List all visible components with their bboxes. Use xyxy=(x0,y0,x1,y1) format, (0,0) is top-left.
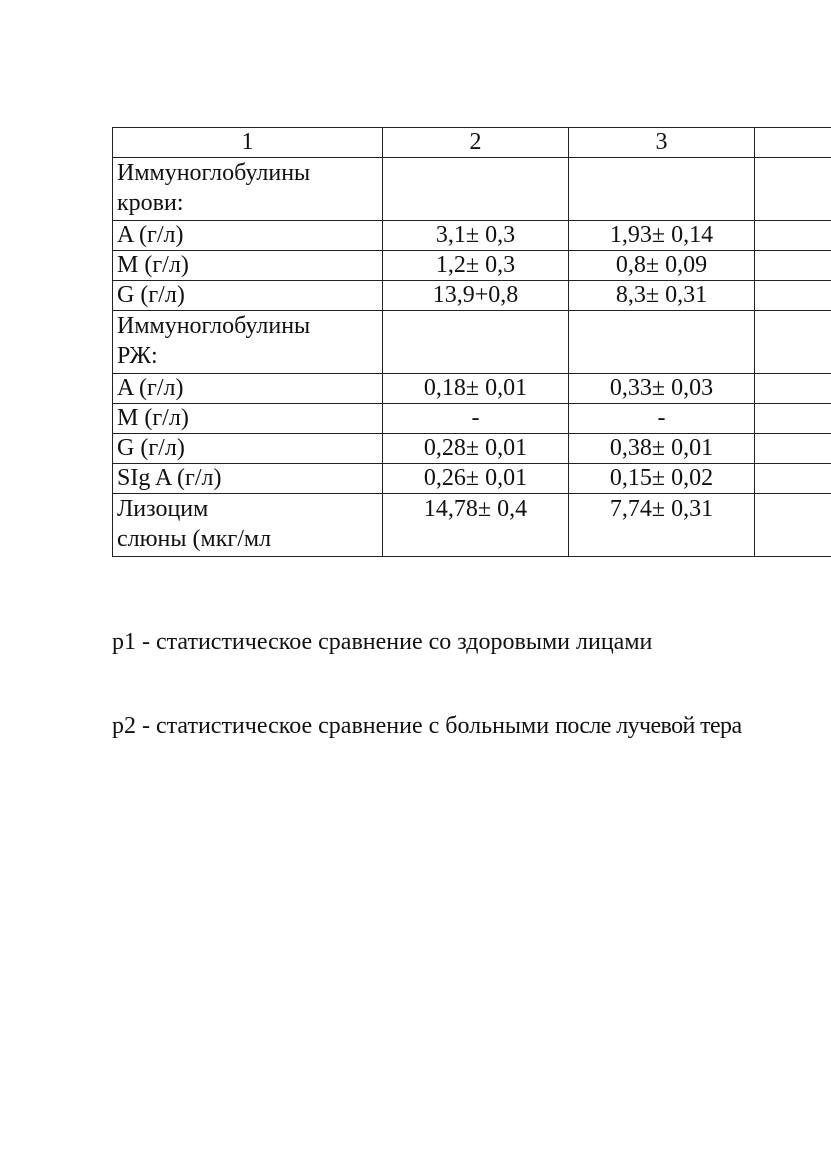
row-label-line-2: крови: xyxy=(117,190,184,216)
row-label-line-1: Лизоцим xyxy=(117,496,209,522)
table-row xyxy=(113,374,831,404)
table-row-oral-fluid-immunoglobulins xyxy=(113,311,831,374)
table-row-saliva-lysozyme xyxy=(113,494,831,557)
cell-col2: 0,26± 0,01 xyxy=(383,464,569,494)
row-label xyxy=(113,158,383,221)
immunoglobulin-table xyxy=(112,127,831,557)
cell-col3 xyxy=(569,311,755,374)
row-label-line-2: слюны (мкг/мл xyxy=(117,526,272,552)
cell-col2: - xyxy=(383,404,569,434)
row-label: A (г/л) xyxy=(113,221,383,251)
row-label: M (г/л) xyxy=(113,251,383,281)
table-row xyxy=(113,281,831,311)
cell-col2: 13,9+0,8 xyxy=(383,281,569,311)
cell-col3 xyxy=(569,158,755,221)
cell-col4 xyxy=(755,404,831,434)
footnote-p2-text: p2 - статистическое сравнение с больными xyxy=(112,713,556,739)
row-label: M (г/л) xyxy=(113,404,383,434)
cell-col3: 7,74± 0,31 xyxy=(569,494,755,557)
cell-col3: 8,3± 0,31 xyxy=(569,281,755,311)
cell-col3: 1,93± 0,14 xyxy=(569,221,755,251)
cell-col4 xyxy=(755,158,831,221)
cell-col2: 14,78± 0,4 xyxy=(383,494,569,557)
row-label: SIg A (г/л) xyxy=(113,464,383,494)
table-row xyxy=(113,221,831,251)
cell-col4 xyxy=(755,434,831,464)
cell-col4 xyxy=(755,374,831,404)
cell-col4 xyxy=(755,494,831,557)
footnote-p1: p1 - статистическое сравнение со здоровыми лицами xyxy=(112,629,653,655)
table-row xyxy=(113,404,831,434)
cell-col3: 0,8± 0,09 xyxy=(569,251,755,281)
cell-col4 xyxy=(755,281,831,311)
row-label xyxy=(113,494,383,557)
cell-col2: 3,1± 0,3 xyxy=(383,221,569,251)
cell-col2: 0,28± 0,01 xyxy=(383,434,569,464)
table-row-blood-immunoglobulins xyxy=(113,158,831,221)
column-header-4 xyxy=(755,128,831,158)
cell-col2: 1,2± 0,3 xyxy=(383,251,569,281)
cell-col3: 0,38± 0,01 xyxy=(569,434,755,464)
cell-col3: 0,33± 0,03 xyxy=(569,374,755,404)
cell-col2 xyxy=(383,311,569,374)
table-row xyxy=(113,251,831,281)
table-row xyxy=(113,434,831,464)
table-row xyxy=(113,464,831,494)
cell-col4 xyxy=(755,464,831,494)
column-header-1: 1 xyxy=(113,128,383,158)
cell-col3: 0,15± 0,02 xyxy=(569,464,755,494)
row-label: G (г/л) xyxy=(113,434,383,464)
row-label: G (г/л) xyxy=(113,281,383,311)
column-header-2: 2 xyxy=(383,128,569,158)
cell-col4 xyxy=(755,251,831,281)
column-header-3: 3 xyxy=(569,128,755,158)
cell-col4 xyxy=(755,221,831,251)
row-label-line-2: РЖ: xyxy=(117,343,158,369)
row-label xyxy=(113,311,383,374)
cell-col3: - xyxy=(569,404,755,434)
row-label: A (г/л) xyxy=(113,374,383,404)
row-label-line-1: Иммуноглобулины xyxy=(117,313,311,339)
cell-col2: 0,18± 0,01 xyxy=(383,374,569,404)
cell-col2 xyxy=(383,158,569,221)
footnote-p2 xyxy=(112,711,742,741)
row-label-line-1: Иммуноглобулины xyxy=(117,160,311,186)
cell-col4 xyxy=(755,311,831,374)
footnote-p2-text-cut: после лучевой тера xyxy=(555,713,742,739)
table-header-row xyxy=(113,128,831,158)
